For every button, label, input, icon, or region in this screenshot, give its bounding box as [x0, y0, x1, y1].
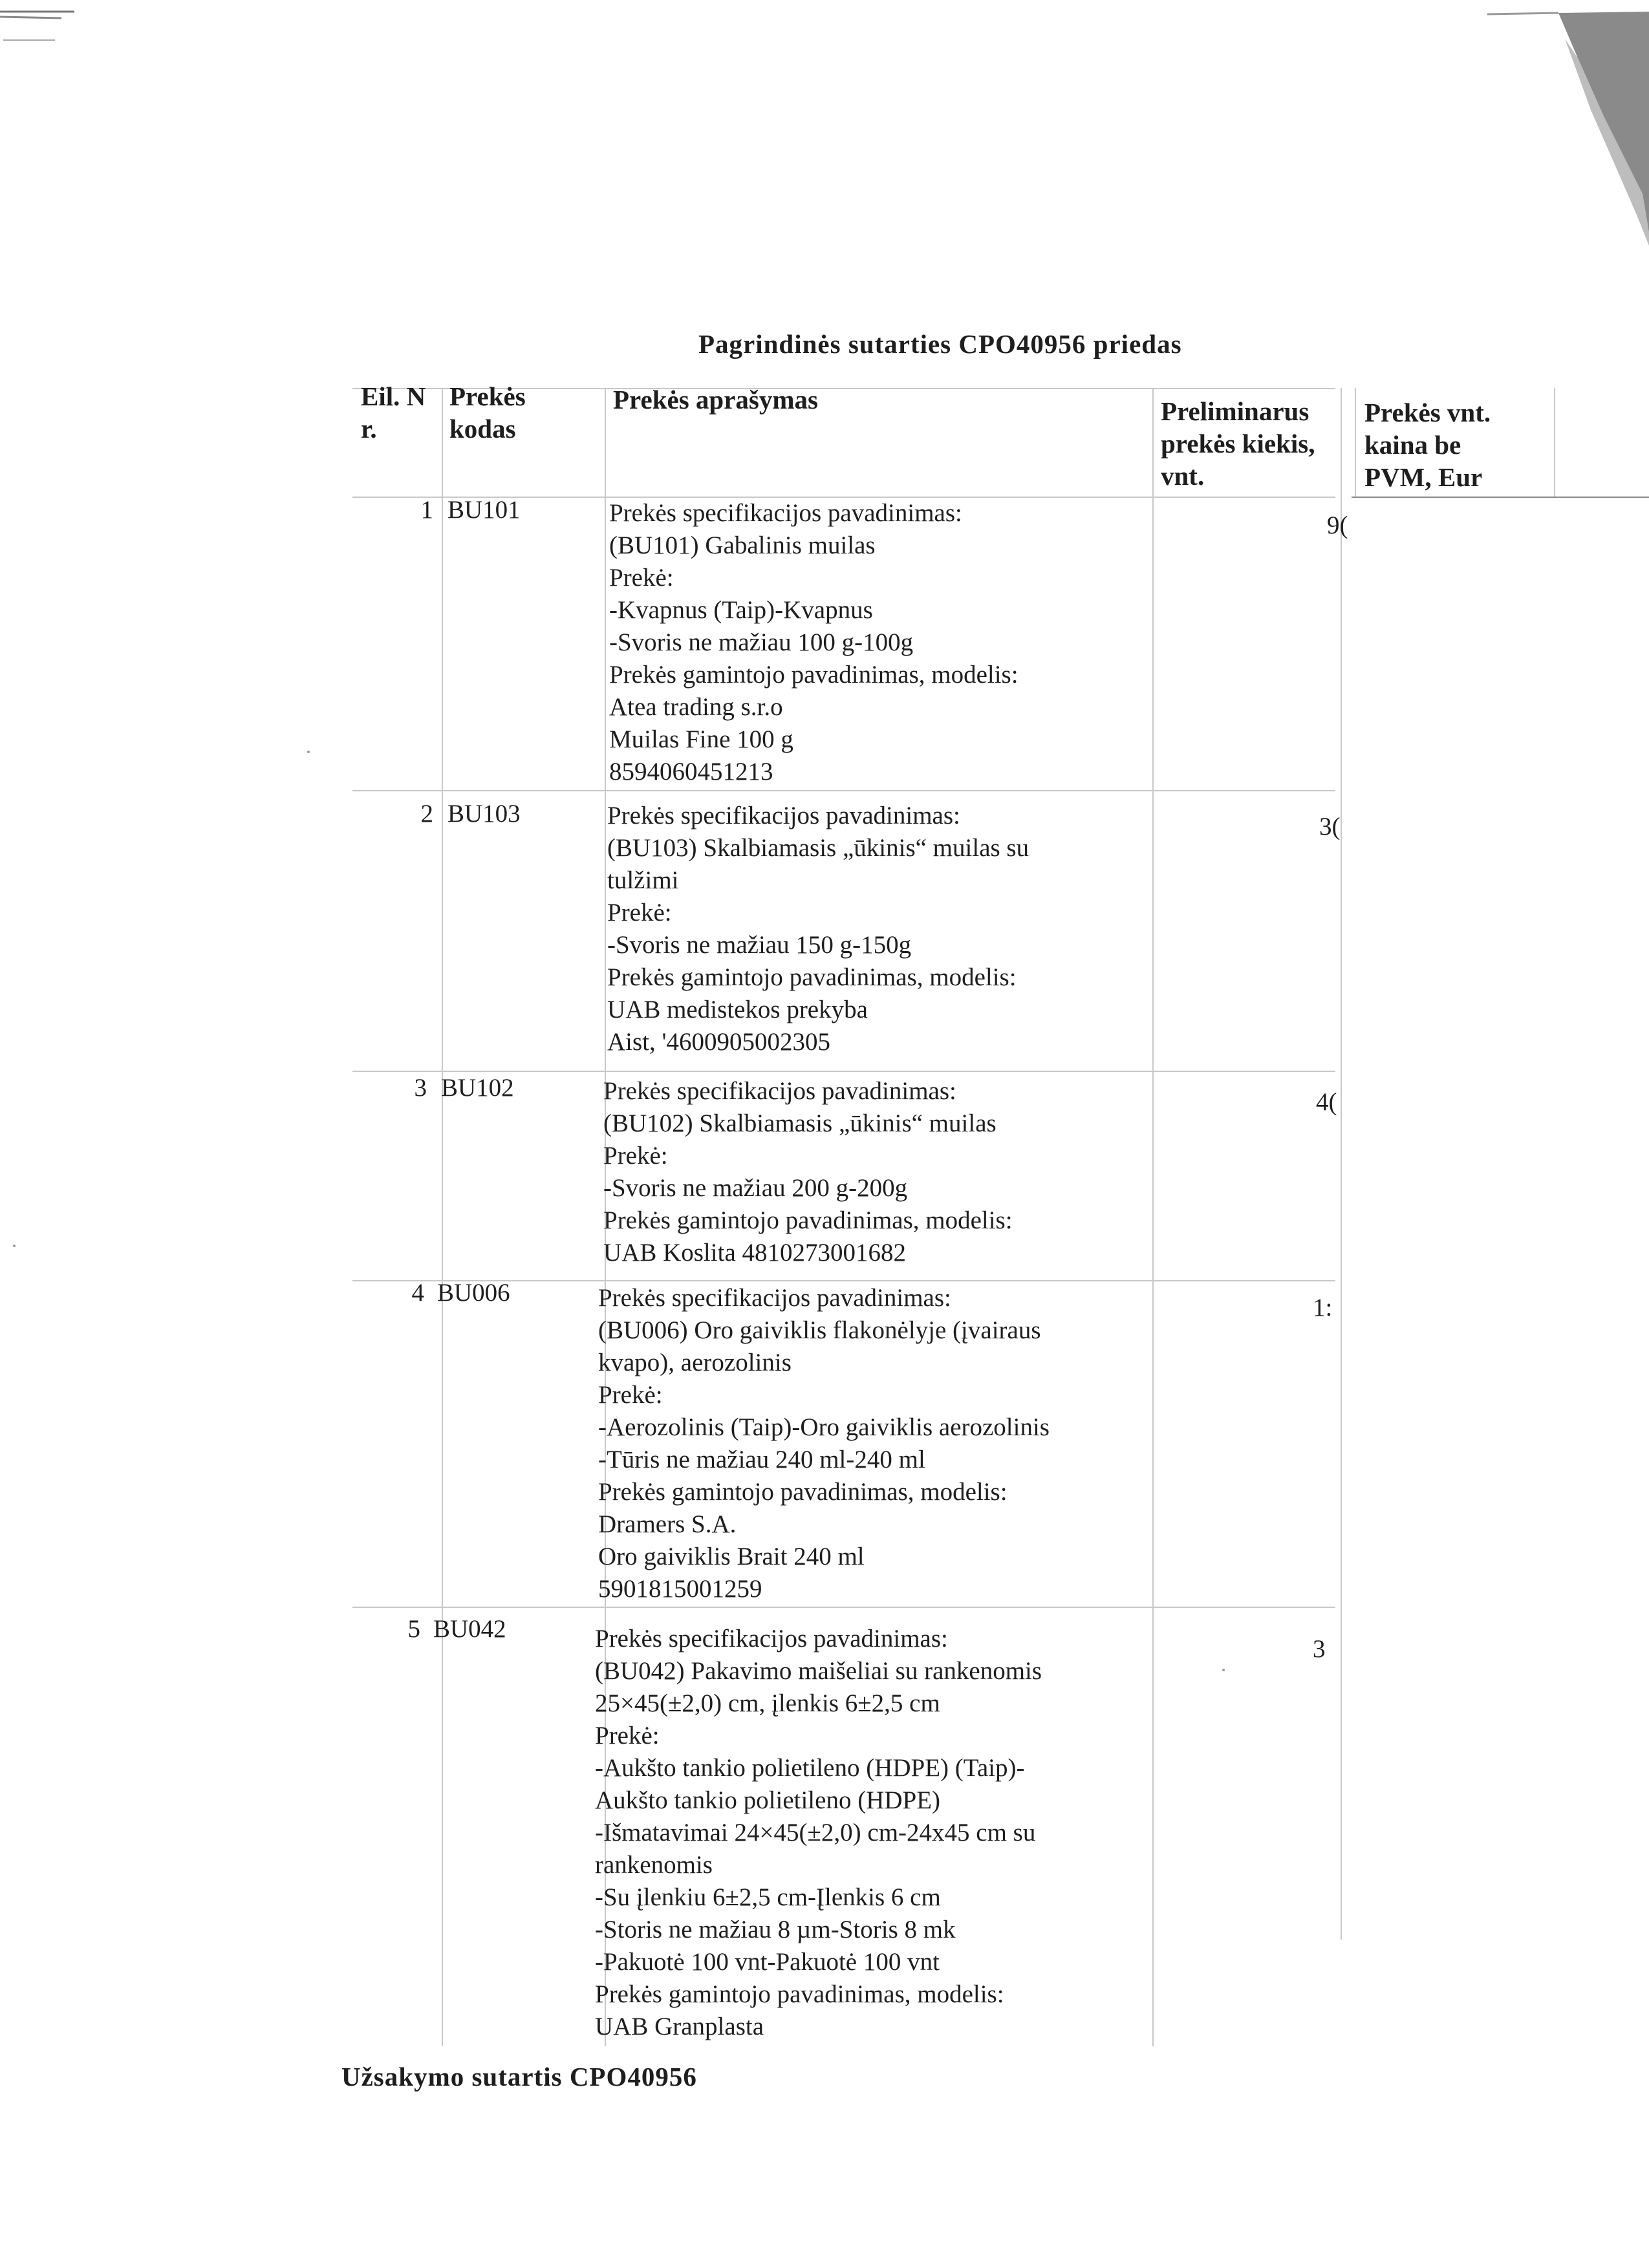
product-description — [603, 1075, 1013, 1269]
description-line: Prekės gamintojo pavadinimas, modelis: — [609, 661, 1018, 689]
quantity-value: 1: — [1313, 1294, 1333, 1321]
product-description — [607, 800, 1029, 1058]
description-line: Muilas Fine 100 g — [609, 725, 793, 753]
header-price-line-3: PVM, Eur — [1364, 462, 1483, 492]
description-line: UAB Koslita 4810273001682 — [603, 1239, 906, 1267]
header-code — [449, 380, 526, 445]
row-number: 4 — [411, 1279, 424, 1307]
description-line: Prekė: — [603, 1142, 668, 1170]
product-description — [595, 1623, 1042, 2043]
description-line: -Aukšto tankio polietileno (HDPE) (Taip)- — [595, 1754, 1025, 1782]
quantity-value: 4( — [1316, 1088, 1337, 1116]
description-line: Dramers S.A. — [598, 1510, 737, 1538]
quantity-value: 3 — [1313, 1635, 1326, 1663]
header-price-line-2: kaina be — [1364, 430, 1461, 460]
description-line: Prekės gamintojo pavadinimas, modelis: — [607, 963, 1017, 991]
description-line: (BU101) Gabalinis muilas — [609, 531, 876, 559]
header-nr-line-1: Eil. N — [361, 381, 426, 411]
description-line: Prekės gamintojo pavadinimas, modelis: — [595, 1980, 1004, 2008]
product-description — [609, 497, 1018, 788]
header-quantity — [1161, 395, 1315, 492]
description-line: Aist, '4600905002305 — [607, 1028, 831, 1056]
header-quantity-line-1: Preliminarus — [1161, 396, 1310, 426]
description-line: (BU042) Pakavimo maišeliai su rankenomis — [595, 1657, 1042, 1685]
description-line: 5901815001259 — [598, 1575, 762, 1603]
scan-speck — [13, 1245, 16, 1247]
header-code-line-2: kodas — [449, 414, 516, 444]
row-number: 1 — [420, 496, 433, 524]
scan-artifact-top-right — [1487, 0, 1649, 246]
row-number: 3 — [414, 1074, 427, 1102]
header-description-line-1: Prekės aprašymas — [613, 385, 818, 414]
description-line: -Svoris ne mažiau 200 g-200g — [603, 1174, 908, 1202]
description-line: Prekė: — [595, 1722, 660, 1749]
description-line: (BU103) Skalbiamasis „ūkinis“ muilas su — [607, 834, 1029, 862]
header-quantity-line-2: prekės kiekis, — [1161, 429, 1315, 458]
product-description — [598, 1282, 1050, 1605]
description-line: -Aerozolinis (Taip)-Oro gaiviklis aerozolinis — [598, 1413, 1050, 1441]
description-line: 8594060451213 — [609, 758, 773, 786]
description-line: Aukšto tankio polietileno (HDPE) — [595, 1786, 941, 1814]
quantity-value: 9( — [1327, 511, 1348, 539]
description-line: Prekės specifikacijos pavadinimas: — [595, 1625, 948, 1653]
description-line: -Išmatavimai 24×45(±2,0) cm-24x45 cm su — [595, 1819, 1036, 1846]
description-line: Oro gaiviklis Brait 240 ml — [598, 1543, 865, 1570]
description-line: -Su įlenkiu 6±2,5 cm-Įlenkis 6 cm — [595, 1883, 941, 1911]
scan-speck — [1222, 1669, 1225, 1671]
description-line: UAB Granplasta — [595, 2013, 764, 2040]
description-line: Prekė: — [609, 564, 674, 592]
description-line: -Tūris ne mažiau 240 ml-240 ml — [598, 1446, 925, 1473]
header-code-line-1: Prekės — [449, 381, 526, 411]
description-line: UAB medistekos prekyba — [607, 996, 868, 1023]
header-description — [613, 383, 818, 416]
header-quantity-line-3: vnt. — [1161, 461, 1205, 491]
row-number: 2 — [420, 800, 433, 828]
quantity-value: 3( — [1319, 813, 1341, 840]
description-line: rankenomis — [595, 1851, 713, 1879]
description-line: Prekės specifikacijos pavadinimas: — [598, 1284, 951, 1312]
row-number: 5 — [407, 1615, 420, 1643]
description-line: Prekė: — [607, 899, 672, 926]
header-price-line-1: Prekės vnt. — [1364, 398, 1491, 427]
product-code: BU101 — [447, 496, 521, 524]
description-line: (BU006) Oro gaiviklis flakonėlyje (įvairaus — [598, 1316, 1041, 1344]
page-title: Pagrindinės sutarties CPO40956 priedas — [698, 329, 1182, 359]
description-line: -Svoris ne mažiau 100 g-100g — [609, 628, 914, 656]
product-code: BU103 — [447, 800, 521, 828]
description-line: -Kvapnus (Taip)-Kvapnus — [609, 596, 873, 624]
product-code: BU102 — [441, 1074, 514, 1102]
description-line: Prekės gamintojo pavadinimas, modelis: — [598, 1478, 1008, 1506]
description-line: Prekės specifikacijos pavadinimas: — [603, 1077, 956, 1105]
description-line: 25×45(±2,0) cm, įlenkis 6±2,5 cm — [595, 1689, 940, 1717]
description-line: (BU102) Skalbiamasis „ūkinis“ muilas — [603, 1109, 997, 1137]
description-line: tulžimi — [607, 866, 679, 894]
header-nr — [361, 380, 426, 445]
description-line: -Pakuotė 100 vnt-Pakuotė 100 vnt — [595, 1948, 940, 1976]
description-line: Prekės specifikacijos pavadinimas: — [607, 802, 960, 829]
product-code: BU042 — [433, 1615, 506, 1643]
header-nr-line-2: r. — [361, 414, 377, 444]
footer-contract: Užsakymo sutartis CPO40956 — [341, 2062, 697, 2091]
description-line: Atea trading s.r.o — [609, 693, 783, 721]
description-line: -Svoris ne mažiau 150 g-150g — [607, 931, 912, 959]
description-line: Prekės specifikacijos pavadinimas: — [609, 499, 962, 527]
scan-speck — [307, 751, 310, 753]
description-line: Prekės gamintojo pavadinimas, modelis: — [603, 1206, 1013, 1234]
product-code: BU006 — [437, 1279, 510, 1307]
header-price — [1364, 396, 1491, 493]
scan-artifact-top-left — [0, 0, 78, 52]
description-line: Prekė: — [598, 1381, 663, 1409]
description-line: kvapo), aerozolinis — [598, 1349, 792, 1376]
description-line: -Storis ne mažiau 8 µm-Storis 8 mk — [595, 1916, 956, 1943]
